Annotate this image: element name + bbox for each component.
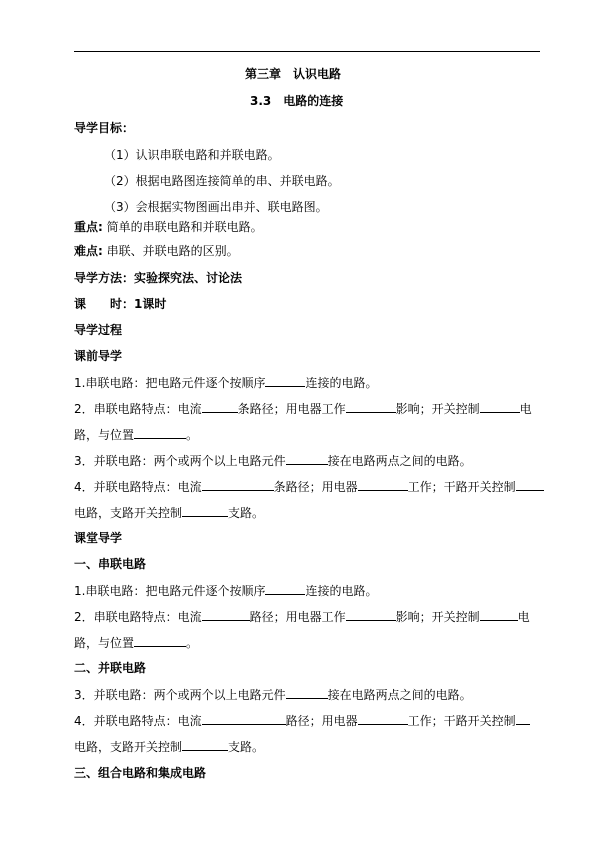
pre-q1-text-b: 连接的电路。	[305, 376, 378, 390]
class-q2-text-e: 路，与位置	[74, 636, 135, 650]
answer-blank[interactable]	[202, 712, 286, 725]
answer-blank[interactable]	[346, 608, 396, 621]
method	[74, 270, 242, 286]
difficulty-label: 难点:	[74, 244, 103, 258]
class-q4-text-a: 4．并联电路特点：电流	[74, 714, 202, 728]
answer-blank[interactable]	[516, 478, 544, 491]
answer-blank[interactable]	[265, 374, 305, 387]
class-q3-text-a: 3．并联电路：两个或两个以上电路元件	[74, 688, 286, 702]
pre-q4-text-d: 电路，支路开关控制	[74, 506, 183, 520]
objectives-heading: 导学目标：	[74, 121, 135, 135]
objective-item: （3）会根据实物图画出串并、联电路图。	[104, 200, 328, 214]
class-q2-text-c: 影响；开关控制	[395, 610, 480, 624]
answer-blank[interactable]	[134, 634, 186, 647]
class-q1	[74, 582, 377, 599]
section-heading-series: 一、串联电路	[74, 557, 147, 571]
difficulty-text: 串联、并联电路的区别。	[102, 244, 239, 258]
class-q4-text-c: 工作；干路开关控制	[407, 714, 516, 728]
class-q2-text-a: 2．串联电路特点：电流	[74, 610, 202, 624]
section-heading-parallel: 二、并联电路	[74, 661, 147, 675]
pre-q4-text-b: 条路径；用电器	[273, 480, 358, 494]
pre-q1	[74, 374, 377, 391]
answer-blank[interactable]	[182, 738, 228, 751]
class-q2-text-b: 路径；用电器工作	[249, 610, 346, 624]
class-q1-text-a: 1.串联电路：把电路元件逐个按顺序	[74, 584, 266, 598]
class-q4-text-b: 路径；用电器	[285, 714, 358, 728]
answer-blank[interactable]	[202, 478, 274, 491]
pre-q2-text-a: 2．串联电路特点：电流	[74, 402, 202, 416]
class-q2-cont	[74, 634, 198, 651]
answer-blank[interactable]	[202, 608, 250, 621]
answer-blank[interactable]	[182, 504, 228, 517]
pre-q4	[74, 478, 544, 495]
class-q4-text-d: 电路，支路开关控制	[74, 740, 183, 754]
pre-q2-text-e: 路，与位置	[74, 428, 135, 442]
section-title: 3.3 电路的连接	[250, 94, 344, 108]
class-q2-text-f: 。	[186, 636, 199, 650]
pre-q2-text-c: 影响；开关控制	[395, 402, 480, 416]
pre-q4-text-c: 工作；干路开关控制	[407, 480, 516, 494]
process-heading: 导学过程	[74, 323, 123, 337]
pre-q3-text-a: 3．并联电路：两个或两个以上电路元件	[74, 454, 286, 468]
class-q4-cont	[74, 738, 264, 755]
pre-q1-text-a: 1.串联电路：把电路元件逐个按顺序	[74, 376, 266, 390]
answer-blank[interactable]	[358, 712, 408, 725]
answer-blank[interactable]	[480, 608, 518, 621]
answer-blank[interactable]	[134, 426, 186, 439]
class-q2	[74, 608, 530, 625]
pre-q4-text-a: 4．并联电路特点：电流	[74, 480, 202, 494]
answer-blank[interactable]	[202, 400, 238, 413]
pre-q2-text-d: 电	[519, 402, 532, 416]
key-point-text: 简单的串联电路和并联电路。	[102, 220, 263, 234]
objective-item: （1）认识串联电路和并联电路。	[104, 148, 280, 162]
pre-q2-text-b: 条路径；用电器工作	[237, 402, 346, 416]
answer-blank[interactable]	[286, 686, 328, 699]
in-class-heading: 课堂导学	[74, 531, 123, 545]
pre-q3	[74, 452, 472, 469]
answer-blank[interactable]	[346, 400, 396, 413]
class-q2-text-d: 电	[517, 610, 530, 624]
pre-q4-cont	[74, 504, 264, 521]
answer-blank[interactable]	[480, 400, 520, 413]
objective-item: （2）根据电路图连接简单的串、并联电路。	[104, 174, 340, 188]
pre-q2-cont	[74, 426, 198, 443]
difficulty	[74, 243, 239, 259]
pre-q3-text-b: 接在电路两点之间的电路。	[327, 454, 472, 468]
class-q4-text-e: 支路。	[228, 740, 265, 754]
pre-q4-text-e: 支路。	[228, 506, 265, 520]
key-point	[74, 219, 263, 235]
section-heading-combined: 三、组合电路和集成电路	[74, 766, 207, 780]
method-text: 实验探究法、讨论法	[134, 271, 243, 285]
header-rule	[74, 51, 540, 52]
class-q4	[74, 712, 530, 729]
method-label: 导学方法：	[74, 271, 135, 285]
class-q3-text-b: 接在电路两点之间的电路。	[327, 688, 472, 702]
class-q1-text-b: 连接的电路。	[305, 584, 378, 598]
answer-blank[interactable]	[516, 712, 530, 725]
pre-q2-text-f: 。	[186, 428, 199, 442]
answer-blank[interactable]	[286, 452, 328, 465]
class-q3	[74, 686, 472, 703]
class-hours: 课 时：1课时	[74, 297, 167, 311]
pre-q2	[74, 400, 532, 417]
chapter-title: 第三章 认识电路	[245, 67, 342, 81]
answer-blank[interactable]	[358, 478, 408, 491]
pre-class-heading: 课前导学	[74, 349, 123, 363]
answer-blank[interactable]	[265, 582, 305, 595]
key-point-label: 重点:	[74, 220, 103, 234]
